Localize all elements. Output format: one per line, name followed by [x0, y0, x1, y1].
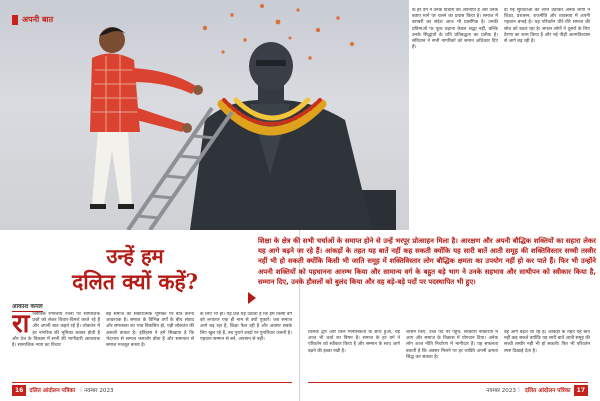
section-tag-label: अपनी बात	[22, 15, 54, 24]
body-column-right-2: दी गई सुविधाओं का लाभ उठाकर अनेक लोगों ने शिक्षा, प्रशासन, राजनीति और व्यवसाय में अपनी पहचान बनाई है। यह परिवर्तन धीरे-धीरे समाज की सोच को बदल रहा है। सफल लोगों ने दूसरों के लिए प्रेरणा का काम किया है और नई पीढ़ी आत्मविश्वास से आगे बढ़ रही है।	[504, 8, 590, 45]
footer-separator-right: |	[517, 387, 520, 393]
headline-arrow-icon	[248, 292, 256, 304]
page-number-left: 16	[12, 385, 26, 396]
footer-right	[486, 383, 588, 397]
body-column-right-5: वह आगे बढ़ते जा रहे हैं। आंकड़ों के तहत यह बातें नहीं कह सकते क्योंकि यह सारी बातें आती समूह की सच्ची तस्वीर नहीं भी हो सकती। फिर भी परिवर्तन स्पष्ट दिखाई देता है।	[504, 330, 590, 354]
headline-line-2: दलित क्यों कहें?	[72, 269, 198, 294]
byline: आकाश कमल	[12, 303, 43, 310]
footer-publication-right: दलित आंदोलन पत्रिका	[524, 388, 571, 394]
page-number-right: 17	[574, 385, 588, 396]
statue-garlanding-illustration	[0, 0, 409, 230]
headline-line-1: उन्हें हम	[106, 244, 164, 268]
body-column-right-3: किनके द्वार और किन मानसिकता के साथ हुआ, यह आज भी चर्चा का विषय है। समाज के हर वर्ग ने परिवर्तन को स्वीकार किया है और सम्मान के साथ आगे बढ़ने की इच्छा रखी है।	[308, 330, 400, 354]
body-column-left-2: बड़े समाज की सकारात्मक भूमिका पर बात करना आवश्यक है। समाज के विभिन्न वर्गों के बीच संवाद और समरसता का भाव विकसित हो, यही लोकतंत्र की असली ताकत है। इतिहास ने हमें सिखाया है कि भेदभाव से समाज कमजोर होता है और समानता से समाज मजबूत बनता है।	[106, 312, 194, 349]
pull-quote: शिक्षा के क्षेत्र की सभी चर्चाओं के समाप्त होने से उन्हें भरपूर प्रोत्साहन मिला है। आरक्षण और अपनी बौद्धिक शक्तियों का सहारा लेकर यह आगे बढ़ने जा रहे हैं। आंकड़ों के तहत यह बातें नहीं कह सकती क्योंकि यह सारी बातें आती समूह की शक्तिविस्तार सच्ची तस्वीर नहीं भी हो सकती क्योंकि किसी भी जाति समूह में शक्तिविस्तार लोग बौद्धिक क्षमता का उपयोग नहीं हो कर पाते हैं। फिर भी उन्होंने अपनी शक्तियों को पहचानना आरम्भ किया और सामान्य वर्ग के बहुत बड़े भाग ने उनके सहभाव और साथीपन को स्वीकार किया है, सम्मान दिए, उनके हौसलों को बुलंद किया और वह बड़े-बड़े पदों पर पदस्थापित भी हुए।	[258, 237, 596, 286]
body-column-left-1-text: जनैतिक रंगमंचीय रचना पर सामाजिक प्रश्नों को लेकर विचार-विमर्श करते रहे हैं और अपनी बात कहते रहे हैं। लोकतंत्र में हर नागरिक की भूमिका बराबर होती है और देश के विकास में सभी की भागीदारी आवश्यक है। सामाजिक न्याय का विचार	[12, 312, 100, 349]
dropcap: रा	[12, 312, 30, 339]
footer-publication-left: दलित आंदोलन पत्रिका	[29, 388, 76, 394]
lead-photo	[0, 0, 409, 230]
footer-issue-right: नवम्बर 2023	[486, 388, 516, 394]
footer-left	[12, 383, 114, 397]
body-column-left-3: के लिए भी हो। यह प्रश्न यह उठाता है कि हम किसी वर्ग को लगातार एक ही नाम से क्यों पुकारें। जब समाज आगे बढ़ रहा है, शिक्षा फैल रही है और अवसर सबके लिए खुल रहे हैं, तब पुराने शब्दों पर पुनर्विचार जरूरी है। पहचान सम्मान से बने, अपमान से नहीं।	[200, 312, 292, 342]
body-column-left-1	[12, 312, 100, 382]
footer-separator-left: |	[80, 387, 83, 393]
section-tag-marker	[12, 15, 18, 25]
body-column-right-1: के हर वर्ग ने उनके विचारों को अपनाया है और उनके बताए मार्ग पर चलने का प्रयास किया है। समाज में बराबरी का संदेश आज भी प्रासंगिक है। उनकी प्रतिमाओं पर फूल चढ़ाना केवल श्रद्धा नहीं, बल्कि उनके सिद्धांतों के प्रति प्रतिबद्धता का प्रतीक है। संविधान ने सभी नागरिकों को समान अधिकार दिए हैं।	[412, 8, 498, 51]
footer-issue-left: नवम्बर 2023	[84, 388, 114, 394]
section-tag	[12, 14, 53, 25]
body-column-right-4: शासन किए, उच्च पद पर पहुंचे, सरकारी नौकरियों में आए और समाज के विकास में योगदान दिया। अनेक लोग आज नीति निर्धारण में भागीदार हैं। यह सफलता बताती है कि अवसर मिलने पर हर व्यक्ति अपनी क्षमता सिद्ध कर सकता है।	[406, 330, 498, 360]
article-headline	[20, 244, 250, 294]
